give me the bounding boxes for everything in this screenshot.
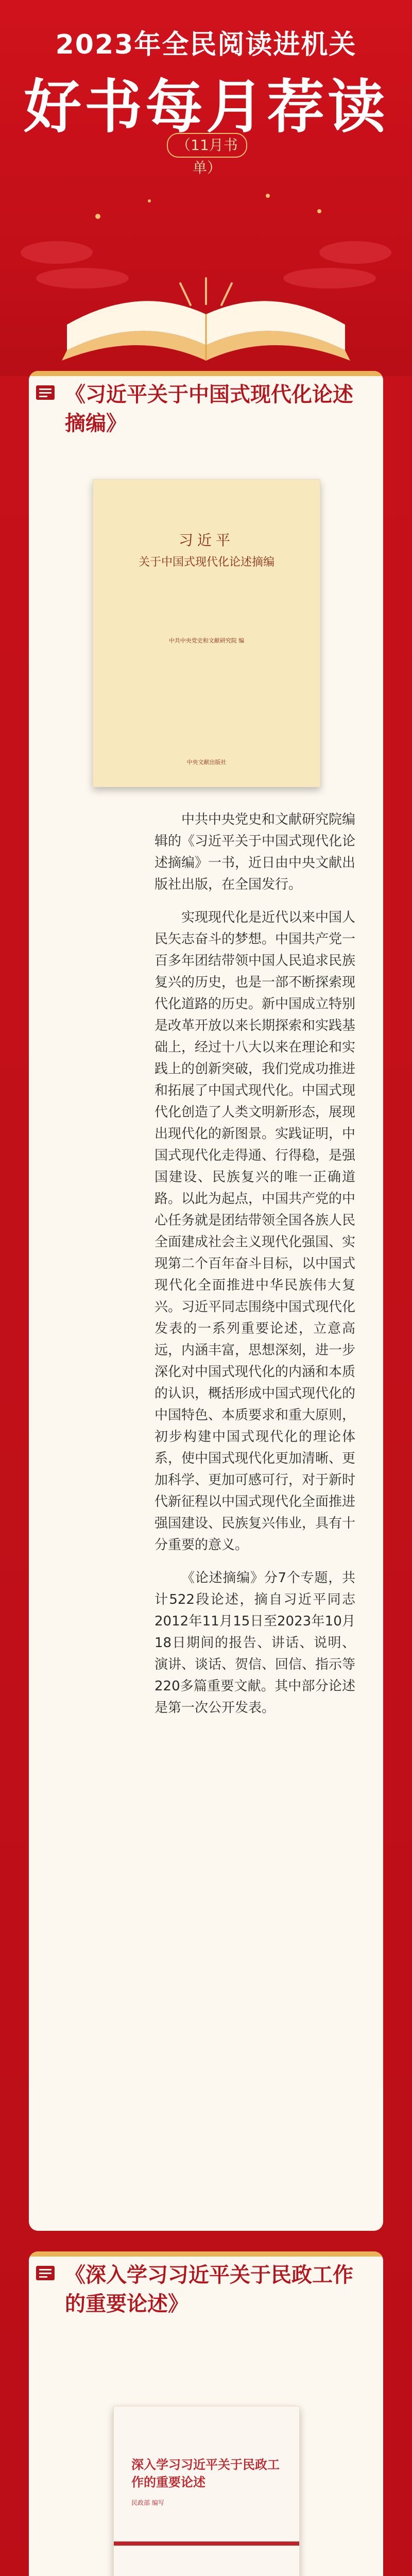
book-description-1 — [154, 809, 355, 1730]
section-title-text: 《深入学习习近平关于民政工作的重要论述》 — [65, 2263, 353, 2316]
book-cover-1 — [93, 479, 320, 787]
paragraph: 实现现代化是近代以来中国人民矢志奋斗的梦想。中国共产党一百多年团结带领中国人民追求民族复兴的历史，也是一部不断探索现代化道路的历史。新中国成立特别是改革开放以来长期探索和实践基础上，经过十八大以来在理论和实践上的创新突破，我们党成功推进和拓展了中国式现代化。中国式现代化创造了人类文明新形态，展现出现代化的新图景。实践证明，中国式现代化走得通、行得稳，是强国建设、民族复兴的唯一正确道路。以此为起点，中国共产党的中心任务就是团结带领全国各族人民全面建成社会主义现代化强国、实现第二个百年奋斗目标，以中国式现代化全面推进中华民族伟大复兴。习近平同志围绕中国式现代化发表的一系列重要论述，立意高远，内涵丰富，思想深刻，进一步深化对中国式现代化的内涵和本质的认识，概括形成中国式现代化的中国特色、本质要求和重大原则，初步构建中国式现代化的理论体系，使中国式现代化更加清晰、更加科学、更加可感可行，对于新时代新征程以中国式现代化全面推进强国建设、民族复兴伟业，具有十分重要的意义。 — [154, 910, 356, 1553]
open-book-illustration — [21, 155, 391, 381]
cover-editor: 中共中央党史和文献研究院 编 — [168, 637, 245, 644]
book-card-1 — [29, 371, 383, 2231]
section-title-1 — [65, 380, 353, 438]
card-stripe — [29, 371, 383, 376]
cover-author: 习近平 — [178, 532, 234, 549]
paragraph: 《论述摘编》分7个专题，共计522段论述，摘自习近平同志2012年11月15日至2023年10月18日期间的报告、讲话、说明、演讲、谈话、贺信、回信、指示等220多篇重要文献。其中部分论述是第一次公开发表。 — [154, 1570, 356, 1716]
section-title-text: 《习近平关于中国式现代化论述摘编》 — [65, 382, 353, 435]
header-banner — [0, 0, 412, 376]
section-title-2 — [65, 2261, 353, 2318]
paragraph: 中共中央党史和文献研究院编辑的《习近平关于中国式现代化论述摘编》一书，近日由中央文献出版社出版，在全国发行。 — [154, 812, 356, 892]
issue-badge: （11月书单） — [167, 133, 247, 158]
book-icon — [33, 2261, 58, 2285]
book-icon — [33, 380, 58, 405]
header-pretitle: 2023年全民阅读进机关 — [55, 29, 357, 60]
card-stripe — [29, 2251, 383, 2257]
cover-title: 深入学习习近平关于民政工作的重要论述 — [131, 2457, 280, 2489]
header-title: 好书每月荐读 — [24, 74, 388, 141]
book-cover-2 — [113, 2406, 300, 2576]
cover-editor: 民政部 编写 — [131, 2499, 164, 2506]
cover-title: 关于中国式现代化论述摘编 — [138, 556, 274, 569]
cover-band — [114, 2541, 299, 2546]
cover-publisher: 中央文献出版社 — [186, 759, 227, 766]
book-card-2 — [29, 2251, 383, 2576]
